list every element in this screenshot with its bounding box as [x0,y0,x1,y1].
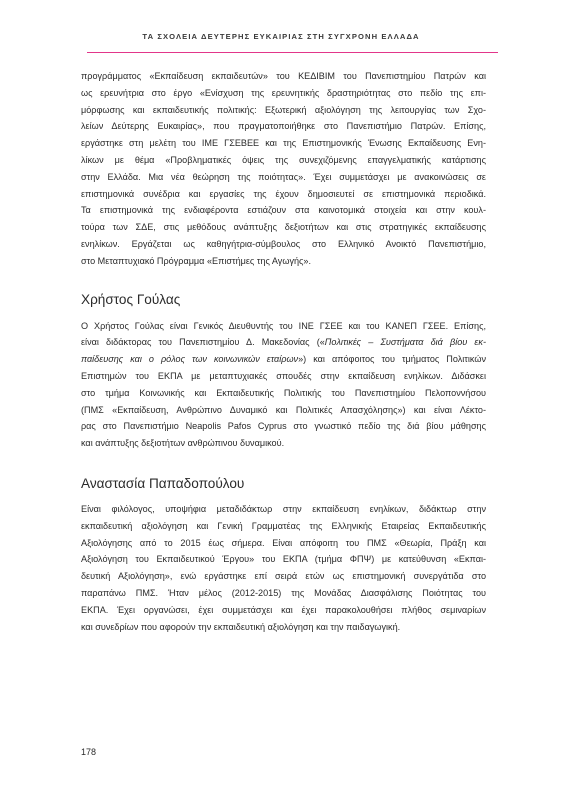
text-line: ΕΚΠΑ. Έχει οργανώσει, έχει συμμετάσχει και έχει παρακολουθήσει πλήθος σεμιναρίων [81,604,486,615]
text-line: Επιστημών του ΕΚΠΑ με μεταπτυχιακές σπουδές στην εκπαίδευση ενηλίκων. Διδάσκει [81,370,486,381]
bio-paragraph-goulas [81,318,486,452]
page-body [81,68,486,635]
book-title-italic: Πολιτικές – Συστήματα διά βίου εκ- [324,337,487,348]
intro-paragraph [81,68,486,270]
text-line: στην Ελλάδα. Μια νέα θεώρηση της ποιότητας». Έχει συμμετάσχει με ανακοινώσεις σε [81,171,486,182]
bio-paragraph-papadopoulou [81,501,486,635]
text-line: εκπαιδευτική αξιολόγηση και Γενική Γραμματέας της Ελληνικής Εταιρείας Εκπαιδευτικής [81,520,486,531]
text-run: ») και απόφοιτος του τμήματος Πολιτικών [298,354,486,365]
text-line [81,351,486,368]
text-line: εργάστηκε στη μελέτη του ΙΜΕ ΓΣΕΒΕΕ και της Επιστημονικής Ένωσης Εκπαίδευσης Ενη- [81,138,486,149]
running-head: ΤΑ ΣΧΟΛΕΙΑ ΔΕΥΤΕΡΗΣ ΕΥΚΑΙΡΙΑΣ ΣΤΗ ΣΥΓΧΡΟΝΗ ΕΛΛΑΔΑ [142,32,420,41]
text-line: λίκων με θέμα «Προβληματικές όψεις της συνεχιζόμενης επαγγελματικής κατάρτισης [81,154,486,165]
text-line: μόρφωσης και εκπαιδευτικής πολιτικής: Εξωτερική αξιολόγηση της λειτουργίας των Σχο- [81,104,486,115]
section-heading-papadopoulou: Αναστασία Παπαδοπούλου [81,475,245,491]
text-line: και συνεδρίων που αφορούν την εκπαιδευτική αξιολόγηση και την παιδαγωγική. [81,621,401,632]
text-line: λείων Δεύτερης Ευκαιρίας», που πραγματοποιήθηκε στο Πανεπιστήμιο Πατρών. Επίσης, [81,121,486,132]
text-line: παραπάνω ΠΜΣ. Ήταν μέλος (2012-2015) της Μονάδας Διασφάλισης Ποιότητας του [81,587,486,598]
text-line [81,334,486,351]
text-line: ως ερευνήτρια στο έργο «Ενίσχυση της ερευνητικής δραστηριότητας στο πεδίο της επι- [81,87,486,98]
text-run: είναι διδάκτορας του Πανεπιστημίου Δ. Μακεδονίας (« [81,337,325,348]
text-line: (ΠΜΣ «Εκπαίδευση, Ανθρώπινο Δυναμικό και Πολιτικές Απασχόλησης») και είναι Λέκτο- [81,404,486,415]
page-number: 178 [81,747,97,757]
section-heading-goulas: Χρήστος Γούλας [81,291,181,307]
text-line: στο τμήμα Κοινωνικής και Εκπαιδευτικής Πολιτικής του Πανεπιστημίου Πελοποννήσου [81,387,486,398]
book-title-italic: παίδευσης και ο ρόλος των κοινωνικών εταίρων [81,354,299,365]
text-line: ρας στο Πανεπιστήμιο Neapolis Pafos Cyprus στο γνωστικό πεδίο της διά βίου μάθησης [81,421,486,432]
text-line: Είναι φιλόλογος, υποψήφια μεταδιδάκτωρ στην εκπαίδευση ενηλίκων, διδάκτωρ στην [81,503,486,514]
text-line: Τα επιστημονικά της ενδιαφέροντα εστιάζουν στα καινοτομικά στοιχεία και στην κουλ- [81,205,486,216]
text-line: Αξιολόγησης από το 2015 έως σήμερα. Είναι απόφοιτη του ΠΜΣ «Θεωρία, Πράξη και [81,537,486,548]
text-line: στο Μεταπτυχιακό Πρόγραμμα «Επιστήμες της Αγωγής». [81,255,312,266]
text-line: δευτική Αξιολόγηση», ενώ εργάστηκε επί σειρά ετών ως επιστημονική συνεργάτιδα στο [81,571,486,582]
text-line: ενηλίκων. Εργάζεται ως καθηγήτρια-σύμβουλος στο Ελληνικό Ανοικτό Πανεπιστήμιο, [81,238,486,249]
text-line: επιστημονικά συνέδρια και εργασίες της έχουν δημοσιευτεί σε επιστημονικά περιοδικά. [81,188,486,199]
header-divider [87,52,498,53]
text-line: προγράμματος «Εκπαίδευση εκπαιδευτών» του ΚΕΔΙΒΙΜ του Πανεπιστημίου Πατρών και [81,71,486,81]
text-line: Ο Χρήστος Γούλας είναι Γενικός Διευθυντής του ΙΝΕ ΓΣΕΕ και του ΚΑΝΕΠ ΓΣΕΕ. Επίσης, [81,320,486,331]
text-line: Αξιολόγηση του Εκπαιδευτικού Έργου» του ΕΚΠΑ (τμήμα ΦΠΨ) με κατεύθυνση «Εκπαι- [81,554,486,565]
text-line: τούρα των ΣΔΕ, στις μεθόδους ανάπτυξης δεξιοτήτων και στις στρατηγικές εκπαίδευσης [81,222,486,233]
text-line: και ανάπτυξης δεξιοτήτων ανθρώπινου δυναμικού. [81,438,285,449]
